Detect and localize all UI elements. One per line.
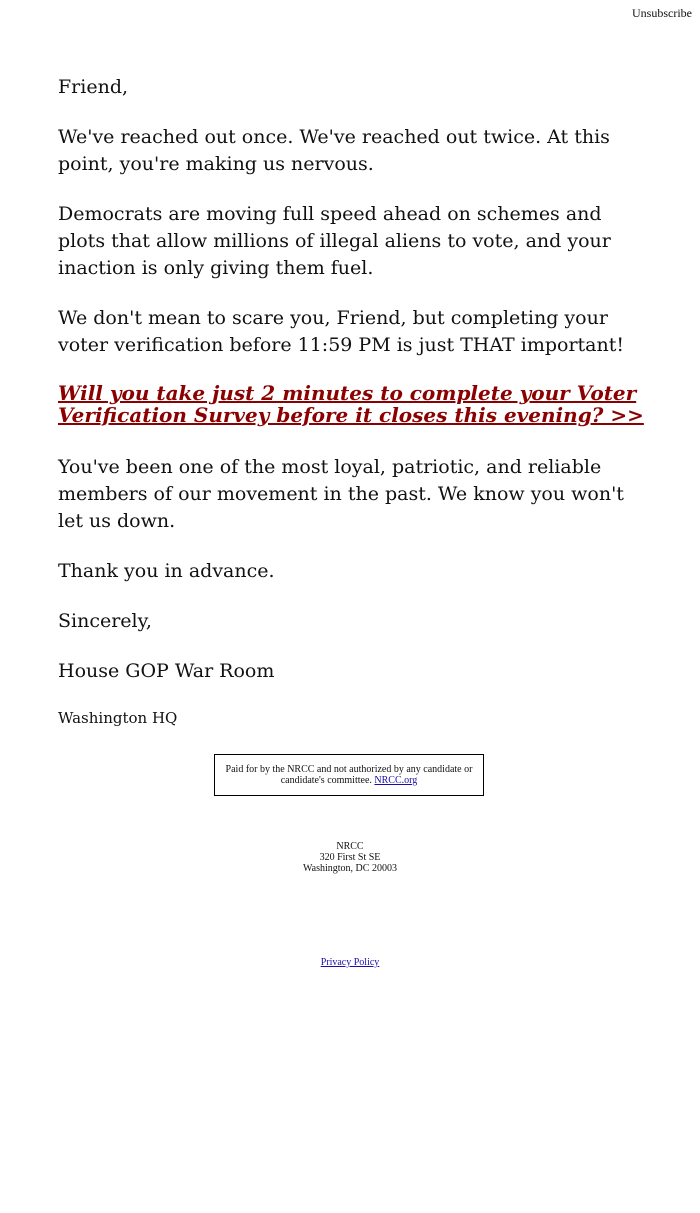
paragraph-thanks: Thank you in advance. [58,560,275,582]
nrcc-link[interactable]: NRCC.org [374,775,418,786]
address-org: NRCC [336,841,364,852]
paragraph-loyal: You've been one of the most loyal, patriotic, and reliable members of our movement in the past. We know you won't let us down. [58,456,624,532]
closing: Sincerely, [58,610,152,632]
mailing-address [0,841,700,874]
privacy-policy-link[interactable]: Privacy Policy [320,957,380,968]
disclaimer-text: Paid for by the NRCC and not authorized by any candidate or candidate's committee. [225,764,473,786]
letter-body [58,74,648,751]
signature-location: Washington HQ [58,709,178,727]
paragraph-deadline: We don't mean to scare you, Friend, but completing your voter verification before 11:59 PM is just THAT important! [58,307,625,356]
signature-name: House GOP War Room [58,660,275,682]
paragraph-democrats: Democrats are moving full speed ahead on schemes and plots that allow millions of illegal aliens to vote, and your inaction is only giving them fuel. [58,203,611,279]
paragraph-intro: We've reached out once. We've reached out twice. At this point, you're making us nervous. [58,126,610,175]
unsubscribe-link[interactable]: Unsubscribe [632,6,692,20]
salutation: Friend, [58,76,129,98]
paid-for-disclaimer [214,754,484,796]
survey-cta-link[interactable]: Will you take just 2 minutes to complete your Voter Verification Survey before it closes this evening? >> [58,381,644,427]
footer [0,957,700,969]
address-city: Washington, DC 20003 [303,863,397,874]
address-street: 320 First St SE [319,852,381,863]
